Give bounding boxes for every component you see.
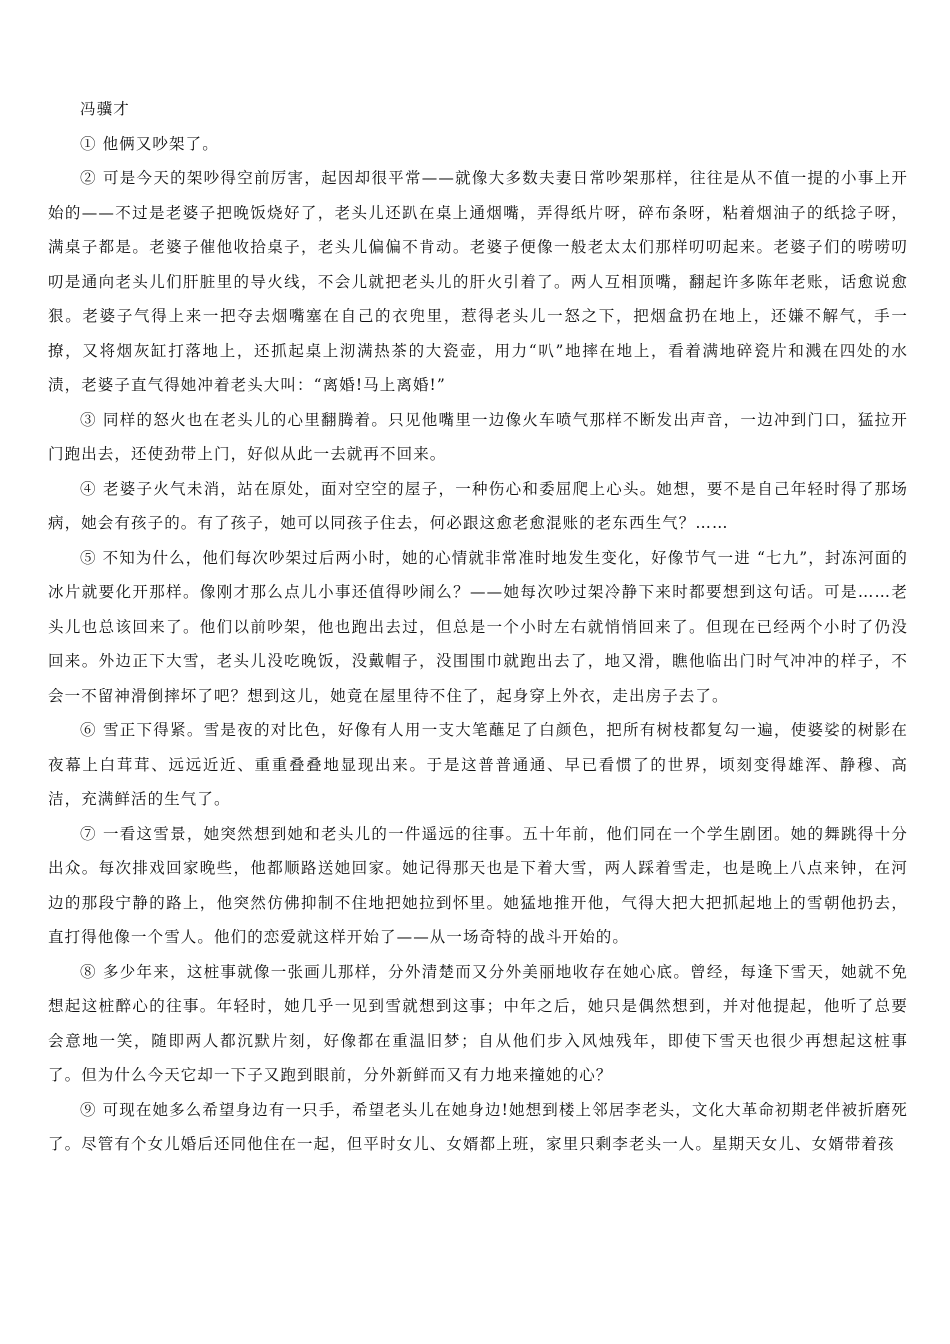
paragraph-7: ⑦ 一看这雪景，她突然想到她和老头儿的一件遥远的往事。五十年前，他们同在一个学生剧团。她的舞跳得十分出众。每次排戏回家晚些，他都顺路送她回家。她记得那天也是下着大雪，两人踩着雪走，也是晚上八点来钟，在河边的那段宁静的路上，他突然仿佛抑制不住地把她拉到怀里。她猛地推开他，气得大把大把抓起地上的雪朝他扔去，直打得他像一个雪人。他们的恋爱就这样开始了——从一场奇特的战斗开始的。 <box>48 824 908 946</box>
author-name: 冯骥才 <box>80 100 130 118</box>
paragraph-2: ② 可是今天的架吵得空前厉害，起因却很平常——就像大多数夫妻日常吵架那样，往往是从不值一提的小事上开始的——不过是老婆子把晚饭烧好了，老头儿还趴在桌上通烟嘴，弄得纸片呀，碎布条呀，粘着烟油子的纸捻子呀，满桌子都是。老婆子催他收拾桌子，老头儿偏偏不肯动。老婆子便像一般老太太们那样叨叨起来。老婆子们的唠唠叨叨是通向老头儿们肝脏里的导火线，不会儿就把老头儿的肝火引着了。两人互相顶嘴，翻起许多陈年老账，话愈说愈狠。老婆子气得上来一把夺去烟嘴塞在自己的衣兜里，惹得老头儿一怒之下，把烟盒扔在地上，还嫌不解气，手一撩，又将烟灰缸打落地上，还抓起桌上沏满热茶的大瓷壶，用力“叭”地摔在地上，看着满地碎瓷片和溅在四处的水渍，老婆子直气得她冲着老头大叫：“离婚!马上离婚!” <box>48 169 908 394</box>
paragraph-4: ④ 老婆子火气未消，站在原处，面对空空的屋子，一种伤心和委屈爬上心头。她想，要不是自己年轻时得了那场病，她会有孩子的。有了孩子，她可以同孩子住去，何必跟这愈老愈混账的老东西生气？…… <box>48 479 908 532</box>
document-page <box>48 92 908 1162</box>
paragraph-5: ⑤ 不知为什么，他们每次吵架过后两小时，她的心情就非常准时地发生变化，好像节气一进 “七九”，封冻河面的冰片就要化开那样。像刚才那么点儿小事还值得吵闹么？——她每次吵过架冷静下来时都要想到这句话。可是……老头儿也总该回来了。他们以前吵架，他也跑出去过，但总是一个小时左右就悄悄回来了。但现在已经两个小时了仍没回来。外边正下大雪，老头儿没吃晚饭，没戴帽子，没围围巾就跑出去了，地又滑，瞧他临出门时气冲冲的样子，不会一不留神滑倒摔坏了吧？想到这儿，她竟在屋里待不住了，起身穿上外衣，走出房子去了。 <box>48 548 908 705</box>
paragraph-3: ③ 同样的怒火也在老头儿的心里翻腾着。只见他嘴里一边像火车喷气那样不断发出声音，一边冲到门口，猛拉开门跑出去，还使劲带上门，好似从此一去就再不回来。 <box>48 410 908 463</box>
paragraph-8: ⑧ 多少年来，这桩事就像一张画儿那样，分外清楚而又分外美丽地收存在她心底。曾经，每逢下雪天，她就不免想起这桩醉心的往事。年轻时，她几乎一见到雪就想到这事；中年之后，她只是偶然想到，并对他提起，他听了总要会意地一笑，随即两人都沉默片刻，好像都在重温旧梦；自从他们步入风烛残年，即使下雪天也很少再想起这桩事了。但为什么今天它却一下子又跑到眼前，分外新鲜而又有力地来撞她的心？ <box>48 962 908 1084</box>
paragraph-1: ① 他俩又吵架了。 <box>80 134 219 153</box>
paragraph-6: ⑥ 雪正下得紧。雪是夜的对比色，好像有人用一支大笔蘸足了白颜色，把所有树枝都复勾一遍，使婆娑的树影在夜幕上白茸茸、远远近近、重重叠叠地显现出来。于是这普普通通、早已看惯了的世界，顷刻变得雄浑、静穆、高洁，充满鲜活的生气了。 <box>48 721 908 808</box>
paragraph-9: ⑨ 可现在她多么希望身边有一只手，希望老头儿在她身边!她想到楼上邻居李老头，文化大革命初期老伴被折磨死了。尽管有个女儿婚后还同他住在一起，但平时女儿、女婿都上班，家里只剩李老头一人。星期天女儿、女婿带着孩 <box>48 1100 908 1153</box>
